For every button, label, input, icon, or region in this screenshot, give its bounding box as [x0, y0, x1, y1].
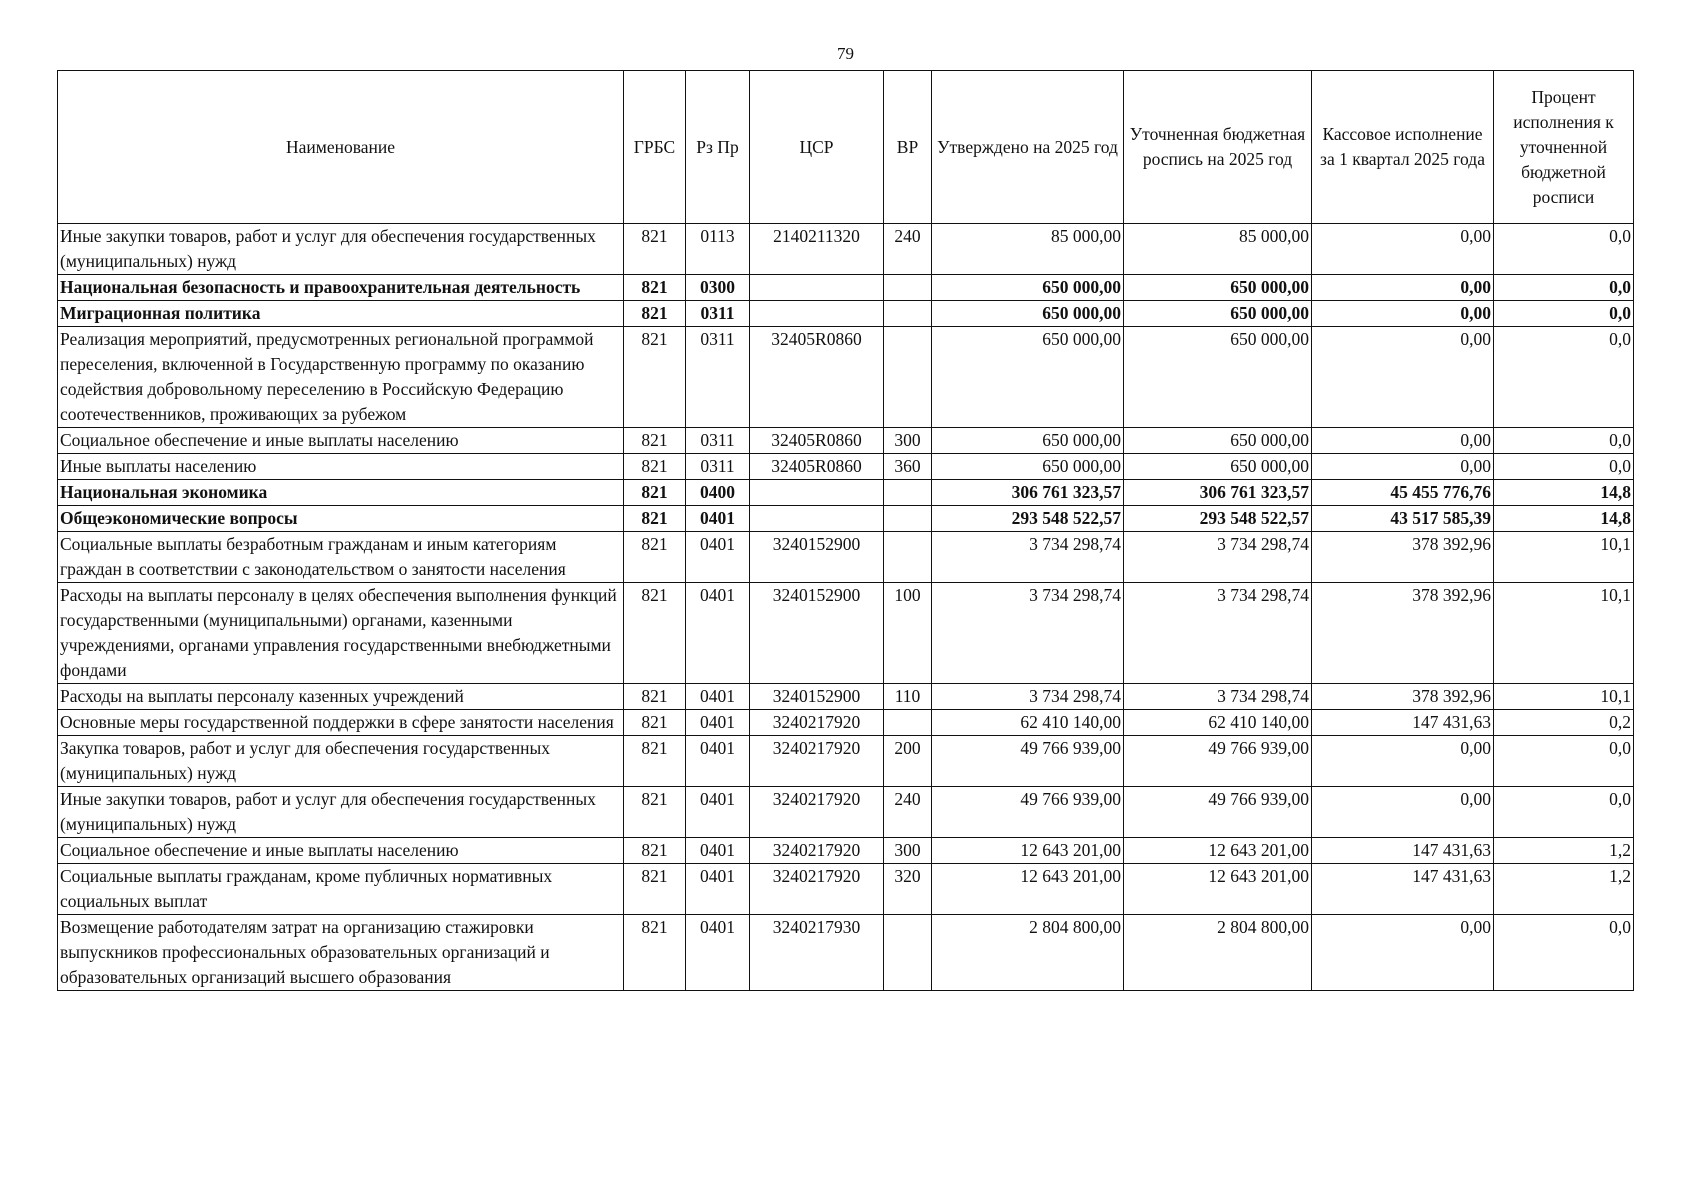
header-csr: ЦСР: [750, 71, 884, 224]
cell-name: Общеэкономические вопросы: [58, 506, 624, 532]
table-row: [58, 506, 1634, 532]
cell-cash: 147 431,63: [1312, 710, 1494, 736]
cell-vr: 240: [884, 224, 932, 275]
cell-approved: 3 734 298,74: [932, 532, 1124, 583]
cell-grbs: 821: [624, 428, 686, 454]
cell-grbs: 821: [624, 506, 686, 532]
table-row: [58, 864, 1634, 915]
cell-specified: 49 766 939,00: [1124, 787, 1312, 838]
cell-percent: 0,0: [1494, 915, 1634, 991]
cell-rzpr: 0401: [686, 838, 750, 864]
cell-specified: 2 804 800,00: [1124, 915, 1312, 991]
cell-grbs: 821: [624, 915, 686, 991]
cell-vr: 100: [884, 583, 932, 684]
cell-name: Реализация мероприятий, предусмотренных региональной программой переселения, включенной в Государственную программу по оказанию содействия добровольному переселению в Российскую Федерацию соотечественников, проживающих за рубежом: [58, 327, 624, 428]
cell-rzpr: 0311: [686, 428, 750, 454]
table-row: [58, 454, 1634, 480]
cell-vr: [884, 301, 932, 327]
cell-name: Закупка товаров, работ и услуг для обеспечения государственных (муниципальных) нужд: [58, 736, 624, 787]
cell-rzpr: 0311: [686, 327, 750, 428]
cell-rzpr: 0401: [686, 915, 750, 991]
cell-cash: 378 392,96: [1312, 684, 1494, 710]
cell-specified: 3 734 298,74: [1124, 684, 1312, 710]
cell-vr: [884, 532, 932, 583]
cell-name: Национальная экономика: [58, 480, 624, 506]
cell-percent: 0,0: [1494, 327, 1634, 428]
cell-grbs: 821: [624, 532, 686, 583]
cell-rzpr: 0401: [686, 532, 750, 583]
cell-specified: 650 000,00: [1124, 428, 1312, 454]
cell-csr: [750, 301, 884, 327]
table-body: [58, 224, 1634, 991]
cell-name: Социальные выплаты гражданам, кроме публичных нормативных социальных выплат: [58, 864, 624, 915]
header-rzpr: Рз Пр: [686, 71, 750, 224]
table-row: [58, 327, 1634, 428]
cell-approved: 2 804 800,00: [932, 915, 1124, 991]
cell-specified: 650 000,00: [1124, 327, 1312, 428]
page-number: 79: [837, 44, 854, 63]
cell-csr: 32405R0860: [750, 428, 884, 454]
header-grbs: ГРБС: [624, 71, 686, 224]
cell-specified: 12 643 201,00: [1124, 838, 1312, 864]
cell-vr: [884, 480, 932, 506]
cell-csr: 32405R0860: [750, 327, 884, 428]
cell-rzpr: 0401: [686, 684, 750, 710]
cell-approved: 12 643 201,00: [932, 838, 1124, 864]
cell-rzpr: 0311: [686, 454, 750, 480]
cell-csr: [750, 480, 884, 506]
table-row: [58, 275, 1634, 301]
cell-specified: 62 410 140,00: [1124, 710, 1312, 736]
cell-approved: 49 766 939,00: [932, 736, 1124, 787]
cell-specified: 650 000,00: [1124, 454, 1312, 480]
header-vr: ВР: [884, 71, 932, 224]
cell-cash: 0,00: [1312, 428, 1494, 454]
cell-cash: 0,00: [1312, 787, 1494, 838]
cell-approved: 650 000,00: [932, 275, 1124, 301]
cell-name: Национальная безопасность и правоохранительная деятельность: [58, 275, 624, 301]
cell-name: Расходы на выплаты персоналу казенных учреждений: [58, 684, 624, 710]
cell-cash: 0,00: [1312, 224, 1494, 275]
cell-rzpr: 0401: [686, 864, 750, 915]
cell-percent: 1,2: [1494, 838, 1634, 864]
cell-percent: 14,8: [1494, 480, 1634, 506]
cell-grbs: 821: [624, 327, 686, 428]
cell-percent: 0,0: [1494, 736, 1634, 787]
cell-cash: 147 431,63: [1312, 838, 1494, 864]
cell-rzpr: 0400: [686, 480, 750, 506]
cell-vr: [884, 915, 932, 991]
cell-grbs: 821: [624, 224, 686, 275]
cell-approved: 650 000,00: [932, 428, 1124, 454]
cell-vr: [884, 506, 932, 532]
cell-vr: [884, 327, 932, 428]
cell-cash: 0,00: [1312, 275, 1494, 301]
cell-specified: 650 000,00: [1124, 275, 1312, 301]
cell-percent: 0,0: [1494, 301, 1634, 327]
cell-cash: 45 455 776,76: [1312, 480, 1494, 506]
cell-percent: 0,0: [1494, 454, 1634, 480]
budget-table: [57, 70, 1634, 991]
cell-grbs: 821: [624, 736, 686, 787]
cell-vr: [884, 275, 932, 301]
cell-cash: 0,00: [1312, 301, 1494, 327]
cell-cash: 0,00: [1312, 736, 1494, 787]
cell-rzpr: 0311: [686, 301, 750, 327]
table-row: [58, 684, 1634, 710]
cell-percent: 0,0: [1494, 787, 1634, 838]
cell-name: Социальные выплаты безработным гражданам и иным категориям граждан в соответствии с законодательством о занятости населения: [58, 532, 624, 583]
header-percent: Процент исполнения к уточненной бюджетной росписи: [1494, 71, 1634, 224]
cell-csr: 3240217920: [750, 838, 884, 864]
cell-cash: 378 392,96: [1312, 583, 1494, 684]
table-row: [58, 532, 1634, 583]
cell-rzpr: 0113: [686, 224, 750, 275]
cell-percent: 10,1: [1494, 532, 1634, 583]
cell-percent: 1,2: [1494, 864, 1634, 915]
table-row: [58, 838, 1634, 864]
header-cash: Кассовое исполнение за 1 квартал 2025 года: [1312, 71, 1494, 224]
cell-approved: 650 000,00: [932, 454, 1124, 480]
cell-name: Миграционная политика: [58, 301, 624, 327]
cell-vr: [884, 710, 932, 736]
cell-specified: 12 643 201,00: [1124, 864, 1312, 915]
cell-name: Социальное обеспечение и иные выплаты населению: [58, 428, 624, 454]
cell-vr: 320: [884, 864, 932, 915]
cell-rzpr: 0401: [686, 710, 750, 736]
cell-grbs: 821: [624, 710, 686, 736]
cell-approved: 85 000,00: [932, 224, 1124, 275]
table-row: [58, 915, 1634, 991]
cell-name: Возмещение работодателям затрат на организацию стажировки выпускников профессиональных образовательных организаций и образовательных организаций высшего образования: [58, 915, 624, 991]
cell-cash: 378 392,96: [1312, 532, 1494, 583]
cell-name: Иные выплаты населению: [58, 454, 624, 480]
table-header-row: [58, 71, 1634, 224]
cell-cash: 147 431,63: [1312, 864, 1494, 915]
cell-csr: 3240217920: [750, 710, 884, 736]
cell-name: Основные меры государственной поддержки в сфере занятости населения: [58, 710, 624, 736]
cell-specified: 306 761 323,57: [1124, 480, 1312, 506]
cell-specified: 85 000,00: [1124, 224, 1312, 275]
cell-csr: [750, 506, 884, 532]
cell-cash: 0,00: [1312, 454, 1494, 480]
cell-rzpr: 0401: [686, 583, 750, 684]
cell-percent: 0,2: [1494, 710, 1634, 736]
cell-percent: 10,1: [1494, 583, 1634, 684]
cell-percent: 10,1: [1494, 684, 1634, 710]
cell-approved: 3 734 298,74: [932, 583, 1124, 684]
cell-specified: 293 548 522,57: [1124, 506, 1312, 532]
cell-approved: 49 766 939,00: [932, 787, 1124, 838]
cell-name: Иные закупки товаров, работ и услуг для обеспечения государственных (муниципальных) нужд: [58, 787, 624, 838]
cell-approved: 306 761 323,57: [932, 480, 1124, 506]
cell-grbs: 821: [624, 480, 686, 506]
cell-percent: 0,0: [1494, 275, 1634, 301]
cell-specified: 650 000,00: [1124, 301, 1312, 327]
cell-approved: 650 000,00: [932, 327, 1124, 428]
cell-csr: 32405R0860: [750, 454, 884, 480]
table-row: [58, 710, 1634, 736]
cell-grbs: 821: [624, 864, 686, 915]
header-approved: Утверждено на 2025 год: [932, 71, 1124, 224]
table-row: [58, 736, 1634, 787]
cell-grbs: 821: [624, 583, 686, 684]
cell-rzpr: 0401: [686, 506, 750, 532]
header-specified: Уточненная бюджетная роспись на 2025 год: [1124, 71, 1312, 224]
cell-csr: 3240152900: [750, 532, 884, 583]
cell-cash: 0,00: [1312, 327, 1494, 428]
cell-vr: 240: [884, 787, 932, 838]
cell-grbs: 821: [624, 838, 686, 864]
cell-vr: 200: [884, 736, 932, 787]
cell-csr: 2140211320: [750, 224, 884, 275]
cell-name: Социальное обеспечение и иные выплаты населению: [58, 838, 624, 864]
cell-grbs: 821: [624, 454, 686, 480]
cell-approved: 650 000,00: [932, 301, 1124, 327]
cell-csr: [750, 275, 884, 301]
cell-vr: 110: [884, 684, 932, 710]
cell-grbs: 821: [624, 787, 686, 838]
cell-vr: 300: [884, 428, 932, 454]
cell-approved: 62 410 140,00: [932, 710, 1124, 736]
table-row: [58, 583, 1634, 684]
cell-grbs: 821: [624, 275, 686, 301]
cell-vr: 300: [884, 838, 932, 864]
cell-approved: 12 643 201,00: [932, 864, 1124, 915]
cell-name: Иные закупки товаров, работ и услуг для обеспечения государственных (муниципальных) нужд: [58, 224, 624, 275]
cell-rzpr: 0401: [686, 787, 750, 838]
table-row: [58, 224, 1634, 275]
cell-approved: 293 548 522,57: [932, 506, 1124, 532]
cell-cash: 0,00: [1312, 915, 1494, 991]
cell-rzpr: 0401: [686, 736, 750, 787]
cell-percent: 14,8: [1494, 506, 1634, 532]
cell-csr: 3240217930: [750, 915, 884, 991]
table-row: [58, 787, 1634, 838]
cell-csr: 3240152900: [750, 583, 884, 684]
cell-cash: 43 517 585,39: [1312, 506, 1494, 532]
table-row: [58, 301, 1634, 327]
cell-percent: 0,0: [1494, 224, 1634, 275]
header-name: Наименование: [58, 71, 624, 224]
cell-csr: 3240217920: [750, 736, 884, 787]
cell-csr: 3240217920: [750, 787, 884, 838]
cell-approved: 3 734 298,74: [932, 684, 1124, 710]
cell-vr: 360: [884, 454, 932, 480]
table-row: [58, 480, 1634, 506]
cell-grbs: 821: [624, 301, 686, 327]
cell-csr: 3240152900: [750, 684, 884, 710]
cell-csr: 3240217920: [750, 864, 884, 915]
cell-specified: 49 766 939,00: [1124, 736, 1312, 787]
cell-specified: 3 734 298,74: [1124, 583, 1312, 684]
cell-specified: 3 734 298,74: [1124, 532, 1312, 583]
cell-grbs: 821: [624, 684, 686, 710]
cell-rzpr: 0300: [686, 275, 750, 301]
table-row: [58, 428, 1634, 454]
cell-name: Расходы на выплаты персоналу в целях обеспечения выполнения функций государственными (муниципальными) органами, казенными учреждениями, органами управления государственными внебюджетными фондами: [58, 583, 624, 684]
cell-percent: 0,0: [1494, 428, 1634, 454]
